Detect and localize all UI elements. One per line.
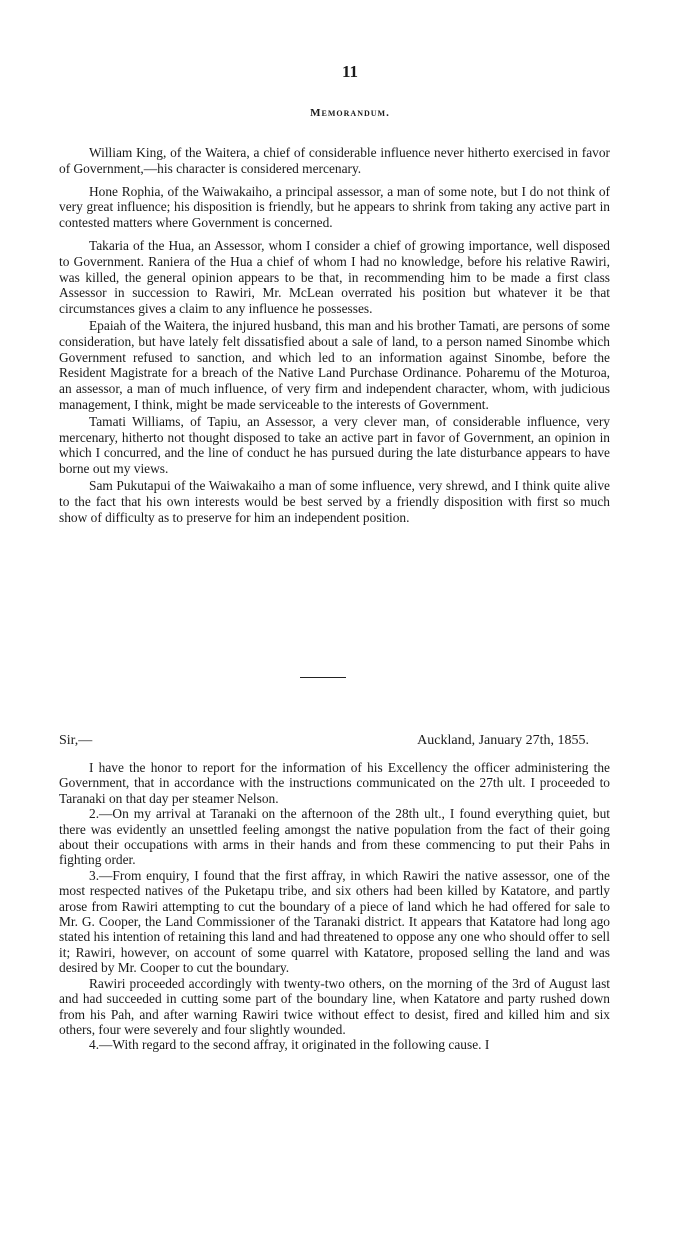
page-number: 11 xyxy=(341,62,359,81)
letter-paragraph: 2.—On my arrival at Taranaki on the afternoon of the 28th ult., I found everything quiet, but there was evidently an unsettled feeling amongst the native population from the fact of their going about their occupations with arms in their hands and from these commencing to put their Pahs in fighting order. xyxy=(59,806,610,868)
memo-heading: Memorandum. xyxy=(310,107,390,119)
memo-paragraph: Hone Rophia, of the Waiwakaiho, a principal assessor, a man of some note, but I do not think of very great influence; his disposition is friendly, but he appears to shrink from taking any active part in contested matters where Government is concerned. xyxy=(59,183,610,231)
memorandum-body xyxy=(59,145,610,526)
memo-paragraph: Takaria of the Hua, an Assessor, whom I consider a chief of growing importance, well disposed to Government. Raniera of the Hua a chief of whom I had no knowledge, before his relative Rawiri, was killed, the general opinion appears to be that, in recommending him to be made a first class Assessor in succession to Rawiri, Mr. McLean overrated his position but whatever it be that circumstances gives a claim to any influence he possesses. xyxy=(59,237,610,317)
memo-paragraph: Tamati Williams, of Tapiu, an Assessor, a very clever man, of considerable influence, very mercenary, hitherto not thought disposed to take an active part in favor of Government, an opinion in which I concurred, and the line of conduct he has pursued during the late disturbance appears to have borne out my views. xyxy=(59,413,610,477)
letter-place-date: Auckland, January 27th, 1855. xyxy=(417,733,589,748)
letter-paragraph: 4.—With regard to the second affray, it originated in the following cause. I xyxy=(89,1037,490,1053)
letter-body xyxy=(59,760,610,1053)
memo-paragraph: Sam Pukutapui of the Waiwakaiho a man of some influence, very shrewd, and I think quite alive to the fact that his own interests would be best served by a friendly disposition with first so much show of difficulty as to preserve for him an independent position. xyxy=(59,477,610,525)
memo-paragraph: William King, of the Waitera, a chief of considerable influence never hitherto exercised in favor of Government,—his character is considered mercenary. xyxy=(59,145,610,176)
section-divider xyxy=(300,677,346,678)
letter-paragraph: I have the honor to report for the information of his Excellency the officer administering the Government, that in accordance with the instructions communicated on the 27th ult. I proceeded to Taranaki on that day per steamer Nelson. xyxy=(59,760,610,806)
letter-paragraph: Rawiri proceeded accordingly with twenty-two others, on the morning of the 3rd of August last and had succeeded in cutting some part of the boundary line, when Katatore and party rushed down from his Pah, and after warning Rawiri twice without effect to desist, fired and killed him and six others, four were severely and four slightly wounded. xyxy=(59,975,610,1037)
letter-salutation: Sir,— xyxy=(59,733,93,748)
letter-paragraph: 3.—From enquiry, I found that the first affray, in which Rawiri the native assessor, one of the most respected natives of the Puketapu tribe, and six others had been killed by Katatore, and partly arose from Rawiri attempting to cut the boundary of a piece of land which he had offered for sale to Mr. G. Cooper, the Land Commissioner of the Taranaki district. It appears that Katatore had long ago stated his intention of retaining this land and had threatened to oppose any one who should offer to sell it; Rawiri, however, on account of some quarrel with Katatore, proposed selling the land and was desired by Mr. Cooper to cut the boundary. xyxy=(59,867,610,976)
memo-paragraph: Epaiah of the Waitera, the injured husband, this man and his brother Tamati, are persons of some consideration, but have lately felt dissatisfied about a sale of land, to a person named Sinombe which Government refused to sanction, and which led to an information against Sinombe, before the Resident Magistrate for a breach of the Native Land Purchase Ordinance. Poharemu of the Moturoa, an assessor, a man of much influence, of very firm and independent character, whom, with judicious management, I think, might be made serviceable to the interests of Government. xyxy=(59,317,610,412)
